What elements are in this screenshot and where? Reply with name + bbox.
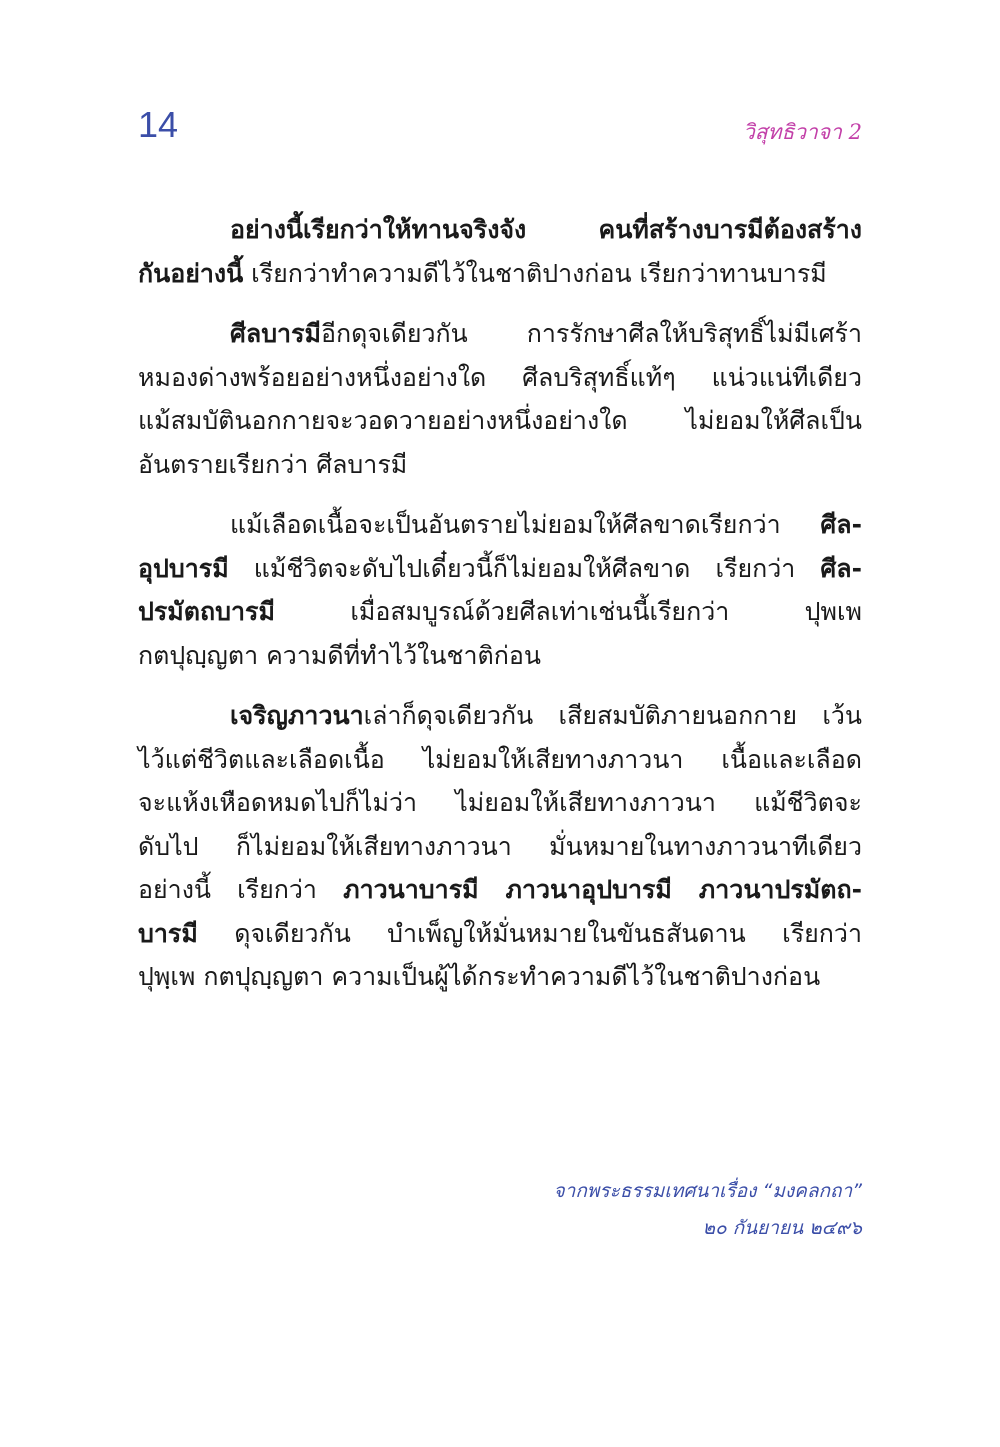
bold-phrase: เจริญภาวนา <box>230 701 364 730</box>
paragraph-line: จะแห้งเหือดหมดไปก็ไม่ว่า ไม่ยอมให้เสียทางภาวนา แม้ชีวิตจะ <box>138 788 862 817</box>
paragraph-line: อันตรายเรียกว่า ศีลบารมี <box>138 449 408 479</box>
bold-phrase: อย่างนี้เรียกว่าให้ทานจริงจัง คนที่สร้างบารมีต้องสร้าง <box>230 215 862 244</box>
bold-phrase: บารมี <box>138 918 198 948</box>
source-citation <box>554 1173 862 1247</box>
paragraph-line <box>138 868 862 912</box>
paragraph-line <box>138 503 862 547</box>
paragraph-line <box>138 912 862 956</box>
paragraph-2 <box>138 312 862 486</box>
text-run: อย่างนี้ เรียกว่า <box>138 875 344 904</box>
text-run: ดุจเดียวกัน บำเพ็ญให้มั่นหมายในขันธสันดาน เรียกว่า <box>197 918 862 948</box>
paragraph-line: ไว้แต่ชีวิตและเลือดเนื้อ ไม่ยอมให้เสียทางภาวนา เนื้อและเลือด <box>138 744 862 774</box>
paragraph-3 <box>138 503 862 677</box>
paragraph-1 <box>138 208 862 295</box>
paragraph-4 <box>138 694 862 999</box>
source-date: ๒๐ กันยายน ๒๔๙๖ <box>702 1217 862 1239</box>
text-run: เรียกว่าทำความดีไว้ในชาติปางก่อน เรียกว่าทานบารมี <box>243 258 827 288</box>
bold-phrase: ศีล- <box>820 553 862 583</box>
bold-phrase: กันอย่างนี้ <box>138 258 244 288</box>
body-text <box>138 208 862 1016</box>
paragraph-line <box>138 694 862 738</box>
paragraph-line: ดับไป ก็ไม่ยอมให้เสียทางภาวนา มั่นหมายในทางภาวนาทีเดียว <box>138 831 862 861</box>
paragraph-line: ปุพฺเพ กตปุญฺญตา ความเป็นผู้ได้กระทำความดีไว้ในชาติปางก่อน <box>138 962 821 991</box>
paragraph-line <box>138 590 862 634</box>
paragraph-line <box>138 252 862 296</box>
paragraph-line: กตปุญฺญตา ความดีที่ทำไว้ในชาติก่อน <box>138 640 541 670</box>
text-run: เมื่อสมบูรณ์ด้วยศีลเท่าเช่นนี้เรียกว่า ปุพเพ <box>274 597 862 626</box>
text-run: อีกดุจเดียวกัน การรักษาศีลให้บริสุทธิ์ไม่มีเศร้า <box>321 319 862 348</box>
paragraph-line <box>138 547 862 591</box>
paragraph-line <box>138 208 862 252</box>
bold-phrase: ภาวนาบารมี ภาวนาอุปบารมี ภาวนาปรมัตถ- <box>343 875 862 904</box>
text-run: เล่าก็ดุจเดียวกัน เสียสมบัติภายนอกกาย เว้น <box>363 701 862 730</box>
bold-phrase: ศีลบารมี <box>230 319 322 348</box>
bold-phrase: อุปบารมี <box>138 553 229 583</box>
paragraph-line: หมองด่างพร้อยอย่างหนึ่งอย่างใด ศีลบริสุทธิ์แท้ๆ แน่วแน่ทีเดียว <box>138 362 862 392</box>
paragraph-line <box>138 312 862 356</box>
text-run: แม้ชีวิตจะดับไปเดี๋ยวนี้ก็ไม่ยอมให้ศีลขาด เรียกว่า <box>228 553 821 583</box>
bold-phrase: ศีล- <box>820 510 862 539</box>
paragraph-line: แม้สมบัตินอกกายจะวอดวายอย่างหนึ่งอย่างใด ไม่ยอมให้ศีลเป็น <box>138 406 862 435</box>
page-number: 14 <box>138 104 179 145</box>
running-title: วิสุทธิวาจา 2 <box>743 120 862 144</box>
bold-phrase: ปรมัตถบารมี <box>138 597 275 626</box>
text-run: แม้เลือดเนื้อจะเป็นอันตรายไม่ยอมให้ศีลขาดเรียกว่า <box>230 510 821 539</box>
source-title: จากพระธรรมเทศนาเรื่อง “มงคลกถา” <box>553 1180 862 1202</box>
